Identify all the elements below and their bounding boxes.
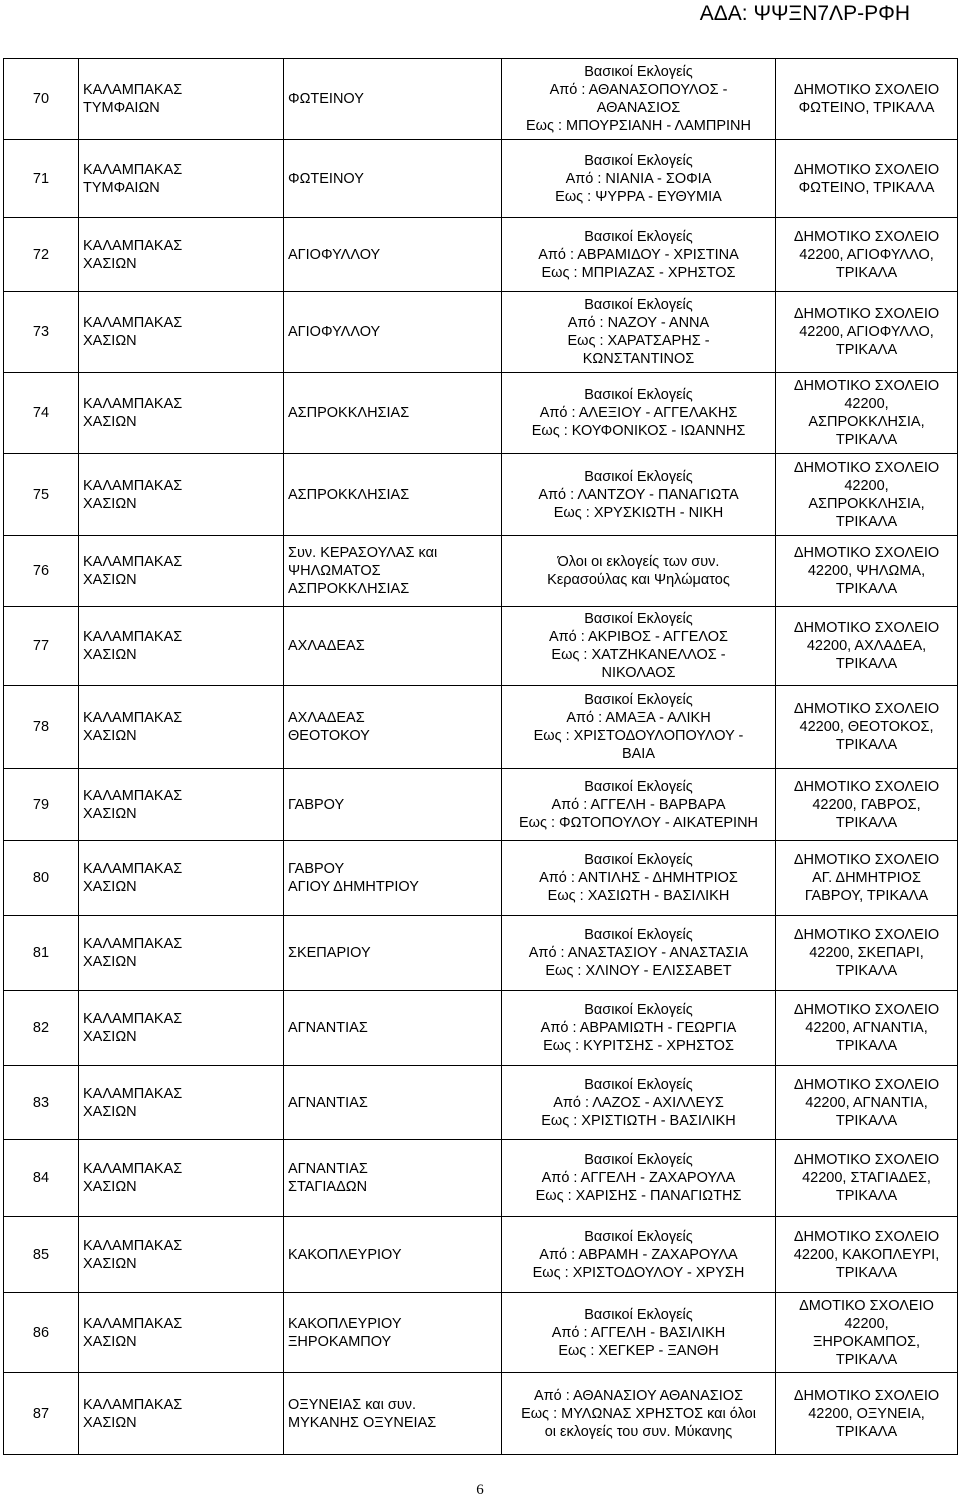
table-row — [4, 1140, 958, 1217]
municipality-cell — [79, 841, 284, 916]
row-number-text: 71 — [32, 170, 50, 187]
voters-cell-text: Βασικοί Εκλογείς Από : ΑΓΓΕΛΗ - ΒΑΡΒΑΡΑ Εως : ΦΩΤΟΠΟΥΛΟΥ - ΑΙΚΑΤΕΡΙΝΗ — [518, 778, 759, 831]
location-cell-text: ΔΜΟΤΙΚΟ ΣΧΟΛΕΙΟ 42200, ΞΗΡΟΚΑΜΠΟΣ, ΤΡΙΚΑΛΑ — [799, 1297, 934, 1368]
municipality-cell — [79, 454, 284, 536]
voters-cell — [502, 140, 776, 218]
row-number-text: 81 — [32, 945, 50, 961]
section-cell — [284, 991, 502, 1066]
municipality-cell — [79, 607, 284, 686]
row-number — [4, 607, 79, 686]
row-number-text: 76 — [32, 563, 50, 579]
row-number — [4, 59, 79, 140]
row-number — [4, 1140, 79, 1217]
municipality-cell-text: ΚΑΛΑΜΠΑΚΑΣ ΧΑΣΙΩΝ — [83, 554, 183, 588]
voters-cell — [502, 1293, 776, 1373]
table-row — [4, 1066, 958, 1140]
section-cell-text: ΑΣΠΡΟΚΚΛΗΣΙΑΣ — [288, 486, 410, 503]
section-cell-text: ΑΧΛΑΔΕΑΣ — [288, 638, 365, 654]
row-number — [4, 1217, 79, 1293]
location-cell — [776, 916, 958, 991]
municipality-cell — [79, 536, 284, 607]
voters-cell-text: Βασικοί Εκλογείς Από : ΝΑΖΟΥ - ΑΝΝΑ Εως : ΧΑΡΑΤΣΑΡΗΣ - ΚΩΝΣΤΑΝΤΙΝΟΣ — [567, 297, 710, 367]
row-number — [4, 373, 79, 454]
location-cell — [776, 1066, 958, 1140]
section-cell-text: ΣΚΕΠΑΡΙΟΥ — [288, 945, 371, 961]
location-cell-text: ΔΗΜΟΤΙΚΟ ΣΧΟΛΕΙΟ 42200, ΑΓΙΟΦΥΛΛΟ, ΤΡΙΚΑΛΑ — [793, 306, 940, 358]
location-cell-text: ΔΗΜΟΤΙΚΟ ΣΧΟΛΕΙΟ ΑΓ. ΔΗΜΗΤΡΙΟΣ ΓΑΒΡΟΥ, ΤΡΙΚΑΛΑ — [793, 852, 940, 904]
row-number-text: 83 — [32, 1094, 50, 1111]
voters-cell-text: Βασικοί Εκλογείς Από : ΑΒΡΑΜΙΩΤΗ - ΓΕΩΡΓΙΑ Εως : ΚΥΡΙΤΣΗΣ - ΧΡΗΣΤΟΣ — [540, 1002, 737, 1054]
row-number-text: 82 — [32, 1020, 50, 1036]
location-cell-text: ΔΗΜΟΤΙΚΟ ΣΧΟΛΕΙΟ 42200, ΑΓΝΑΝΤΙΑ, ΤΡΙΚΑΛΑ — [793, 1076, 940, 1129]
location-cell — [776, 1293, 958, 1373]
row-number — [4, 991, 79, 1066]
location-cell-text: ΔΗΜΟΤΙΚΟ ΣΧΟΛΕΙΟ 42200, ΨΗΛΩΜΑ, ΤΡΙΚΑΛΑ — [793, 545, 940, 597]
voters-cell-text: Βασικοί Εκλογείς Από : ΑΛΕΞΙΟΥ - ΑΓΓΕΛΑΚΗΣ Εως : ΚΟΥΦΟΝΙΚΟΣ - ΙΩΑΝΝΗΣ — [531, 387, 746, 439]
location-cell — [776, 841, 958, 916]
section-cell-text: ΓΑΒΡΟΥ — [288, 796, 345, 813]
section-cell — [284, 769, 502, 841]
table-row — [4, 686, 958, 769]
voters-cell — [502, 1066, 776, 1140]
voters-cell — [502, 769, 776, 841]
location-cell-text: ΔΗΜΟΤΙΚΟ ΣΧΟΛΕΙΟ ΦΩΤΕΙΝΟ, ΤΡΙΚΑΛΑ — [793, 82, 940, 116]
voters-cell-text: Βασικοί Εκλογείς Από : ΑΓΓΕΛΗ - ΒΑΣΙΛΙΚΗ Εως : ΧΕΓΚΕΡ - ΞΑΝΘΗ — [551, 1306, 726, 1359]
municipality-cell-text: ΚΑΛΑΜΠΑΚΑΣ ΧΑΣΙΩΝ — [83, 861, 183, 895]
municipality-cell-text: ΚΑΛΑΜΠΑΚΑΣ ΧΑΣΙΩΝ — [83, 237, 183, 272]
location-cell — [776, 292, 958, 373]
location-cell — [776, 59, 958, 140]
voters-cell-text: Βασικοί Εκλογείς Από : ΑΜΑΞΑ - ΑΛΙΚΗ Εως : ΧΡΙΣΤΟΔΟΥΛΟΠΟΥΛΟΥ - ΒΑΙΑ — [533, 692, 744, 762]
municipality-cell-text: ΚΑΛΑΜΠΑΚΑΣ ΧΑΣΙΩΝ — [83, 396, 183, 430]
voters-cell — [502, 218, 776, 292]
voters-cell-text: Βασικοί Εκλογείς Από : ΛΑΝΤΖΟΥ - ΠΑΝΑΓΙΩΤΑ Εως : ΧΡΥΣΚΙΩΤΗ - ΝΙΚΗ — [538, 468, 739, 521]
location-cell — [776, 454, 958, 536]
municipality-cell — [79, 916, 284, 991]
location-cell — [776, 1373, 958, 1455]
voters-cell-text: Όλοι οι εκλογείς των συν. Κερασούλας και Ψηλώματος — [547, 554, 730, 588]
voters-cell-text: Βασικοί Εκλογείς Από : ΑΓΓΕΛΗ - ΖΑΧΑΡΟΥΛΑ Εως : ΧΑΡΙΣΗΣ - ΠΑΝΑΓΙΩΤΗΣ — [535, 1152, 742, 1204]
section-cell — [284, 1066, 502, 1140]
table-row — [4, 373, 958, 454]
voters-cell — [502, 373, 776, 454]
table-row — [4, 140, 958, 218]
section-cell-text: ΦΩΤΕΙΝΟΥ — [288, 91, 364, 107]
page-number: 6 — [476, 1482, 484, 1498]
voters-cell-text: Βασικοί Εκλογείς Από : ΑΝΤΙΛΗΣ - ΔΗΜΗΤΡΙΟΣ Εως : ΧΑΣΙΩΤΗ - ΒΑΣΙΛΙΚΗ — [539, 852, 738, 904]
row-number — [4, 686, 79, 769]
table-row — [4, 1373, 958, 1455]
voters-cell — [502, 607, 776, 686]
location-cell — [776, 536, 958, 607]
location-cell-text: ΔΗΜΟΤΙΚΟ ΣΧΟΛΕΙΟ 42200, ΟΞΥΝΕΙΑ, ΤΡΙΚΑΛΑ — [793, 1387, 940, 1440]
location-cell — [776, 686, 958, 769]
section-cell-text: ΟΞΥΝΕΙΑΣ και συν. ΜΥΚΑΝΗΣ ΟΞΥΝΕΙΑΣ — [288, 1396, 437, 1431]
row-number — [4, 536, 79, 607]
voters-cell — [502, 916, 776, 991]
voters-cell-text: Βασικοί Εκλογείς Από : ΛΑΖΟΣ - ΑΧΙΛΛΕΥΣ Εως : ΧΡΙΣΤΙΩΤΗ - ΒΑΣΙΛΙΚΗ — [541, 1076, 736, 1129]
row-number-text: 85 — [32, 1246, 50, 1263]
municipality-cell-text: ΚΑΛΑΜΠΑΚΑΣ ΤΥΜΦΑΙΩΝ — [83, 161, 183, 196]
section-cell — [284, 1293, 502, 1373]
voters-cell — [502, 536, 776, 607]
row-number-text: 77 — [32, 638, 50, 654]
row-number — [4, 140, 79, 218]
table-row — [4, 292, 958, 373]
table-body — [4, 59, 958, 1455]
section-cell — [284, 140, 502, 218]
section-cell — [284, 1140, 502, 1217]
row-number-text: 86 — [32, 1324, 50, 1341]
municipality-cell — [79, 373, 284, 454]
row-number-text: 79 — [32, 796, 50, 813]
section-cell-text: ΑΓΝΑΝΤΙΑΣ — [288, 1020, 368, 1036]
municipality-cell — [79, 769, 284, 841]
voters-cell-text: Από : ΑΘΑΝΑΣΙΟΥ ΑΘΑΝΑΣΙΟΣ Εως : ΜΥΛΩΝΑΣ ΧΡΗΣΤΟΣ και όλοι οι εκλογείς του συν. Μύκανης — [521, 1387, 756, 1440]
section-cell-text: ΑΧΛΑΔΕΑΣ ΘΕΟΤΟΚΟΥ — [288, 710, 370, 744]
row-number — [4, 1066, 79, 1140]
municipality-cell-text: ΚΑΛΑΜΠΑΚΑΣ ΧΑΣΙΩΝ — [83, 1085, 183, 1120]
municipality-cell-text: ΚΑΛΑΜΠΑΚΑΣ ΧΑΣΙΩΝ — [83, 1315, 183, 1350]
municipality-cell — [79, 991, 284, 1066]
municipality-cell — [79, 1140, 284, 1217]
location-cell — [776, 1140, 958, 1217]
voters-cell — [502, 991, 776, 1066]
table-row — [4, 218, 958, 292]
voters-cell-text: Βασικοί Εκλογείς Από : ΑΚΡΙΒΟΣ - ΑΓΓΕΛΟΣ Εως : ΧΑΤΖΗΚΑΝΕΛΛΟΣ - ΝΙΚΟΛΑΟΣ — [548, 611, 728, 681]
section-cell — [284, 1373, 502, 1455]
municipality-cell — [79, 218, 284, 292]
location-cell-text: ΔΗΜΟΤΙΚΟ ΣΧΟΛΕΙΟ 42200, ΓΑΒΡΟΣ, ΤΡΙΚΑΛΑ — [793, 778, 940, 831]
voters-cell — [502, 1217, 776, 1293]
municipality-cell — [79, 292, 284, 373]
section-cell-text: ΑΓΙΟΦΥΛΛΟΥ — [288, 324, 381, 340]
location-cell-text: ΔΗΜΟΤΙΚΟ ΣΧΟΛΕΙΟ 42200, ΣΚΕΠΑΡΙ, ΤΡΙΚΑΛΑ — [793, 927, 940, 979]
location-cell — [776, 769, 958, 841]
section-cell-text: ΚΑΚΟΠΛΕΥΡΙΟΥ ΞΗΡΟΚΑΜΠΟΥ — [288, 1315, 402, 1350]
section-cell-text: ΓΑΒΡΟΥ ΑΓΙΟΥ ΔΗΜΗΤΡΙΟΥ — [288, 861, 419, 895]
location-cell — [776, 607, 958, 686]
section-cell-text: ΚΑΚΟΠΛΕΥΡΙΟΥ — [288, 1246, 402, 1263]
row-number — [4, 454, 79, 536]
table-row — [4, 607, 958, 686]
table-row — [4, 1217, 958, 1293]
municipality-cell-text: ΚΑΛΑΜΠΑΚΑΣ ΧΑΣΙΩΝ — [83, 1237, 183, 1272]
voters-cell-text: Βασικοί Εκλογείς Από : ΑΒΡΑΜΗ - ΖΑΧΑΡΟΥΛΑ Εως : ΧΡΙΣΤΟΔΟΥΛΟΥ - ΧΡΥΣΗ — [532, 1228, 745, 1281]
location-cell — [776, 373, 958, 454]
row-number-text: 74 — [32, 405, 50, 421]
voters-cell — [502, 292, 776, 373]
location-cell — [776, 991, 958, 1066]
table-row — [4, 769, 958, 841]
municipality-cell — [79, 140, 284, 218]
municipality-cell — [79, 686, 284, 769]
row-number — [4, 916, 79, 991]
municipality-cell-text: ΚΑΛΑΜΠΑΚΑΣ ΧΑΣΙΩΝ — [83, 710, 183, 744]
row-number-text: 70 — [32, 91, 50, 107]
location-cell-text: ΔΗΜΟΤΙΚΟ ΣΧΟΛΕΙΟ 42200, ΑΓΙΟΦΥΛΛΟ, ΤΡΙΚΑΛΑ — [793, 228, 940, 281]
location-cell-text: ΔΗΜΟΤΙΚΟ ΣΧΟΛΕΙΟ 42200, ΑΧΛΑΔΕΑ, ΤΡΙΚΑΛΑ — [793, 620, 940, 672]
row-number-text: 80 — [32, 870, 50, 886]
municipality-cell — [79, 1217, 284, 1293]
table-row — [4, 916, 958, 991]
section-cell-text: ΑΓΝΑΝΤΙΑΣ ΣΤΑΓΙΑΔΩΝ — [288, 1161, 368, 1195]
row-number — [4, 218, 79, 292]
section-cell-text: ΑΓΙΟΦΥΛΛΟΥ — [288, 246, 381, 263]
row-number — [4, 1293, 79, 1373]
municipality-cell-text: ΚΑΛΑΜΠΑΚΑΣ ΧΑΣΙΩΝ — [83, 477, 183, 512]
location-cell-text: ΔΗΜΟΤΙΚΟ ΣΧΟΛΕΙΟ ΦΩΤΕΙΝΟ, ΤΡΙΚΑΛΑ — [793, 161, 940, 196]
row-number-text: 75 — [32, 486, 50, 503]
municipality-cell-text: ΚΑΛΑΜΠΑΚΑΣ ΧΑΣΙΩΝ — [83, 1396, 183, 1431]
ada-header: ΑΔΑ: ΨΨΞΝ7ΛΡ-ΡΦΗ — [699, 2, 910, 25]
municipality-cell — [79, 59, 284, 140]
section-cell — [284, 373, 502, 454]
table-row — [4, 1293, 958, 1373]
section-cell — [284, 536, 502, 607]
voters-cell — [502, 1140, 776, 1217]
table-row — [4, 536, 958, 607]
voters-cell — [502, 1373, 776, 1455]
location-cell — [776, 140, 958, 218]
section-cell-text: ΦΩΤΕΙΝΟΥ — [288, 170, 364, 187]
section-cell — [284, 59, 502, 140]
row-number — [4, 1373, 79, 1455]
row-number-text: 72 — [32, 246, 50, 263]
table-row — [4, 59, 958, 140]
municipality-cell-text: ΚΑΛΑΜΠΑΚΑΣ ΧΑΣΙΩΝ — [83, 936, 183, 970]
row-number-text: 84 — [32, 1170, 50, 1186]
municipality-cell — [79, 1373, 284, 1455]
municipality-cell — [79, 1293, 284, 1373]
municipality-cell-text: ΚΑΛΑΜΠΑΚΑΣ ΤΥΜΦΑΙΩΝ — [83, 82, 183, 116]
row-number-text: 87 — [32, 1405, 50, 1422]
voters-cell-text: Βασικοί Εκλογείς Από : ΑΘΑΝΑΣΟΠΟΥΛΟΣ - ΑΘΑΝΑΣΙΟΣ Εως : ΜΠΟΥΡΣΙΑΝΗ - ΛΑΜΠΡΙΝΗ — [525, 64, 751, 134]
row-number-text: 73 — [32, 324, 50, 340]
voters-cell-text: Βασικοί Εκλογείς Από : ΝΙΑΝΙΑ - ΣΟΦΙΑ Εως : ΨΥΡΡΑ - ΕΥΘΥΜΙΑ — [555, 152, 722, 205]
polling-stations-table — [3, 58, 958, 1455]
section-cell — [284, 1217, 502, 1293]
municipality-cell-text: ΚΑΛΑΜΠΑΚΑΣ ΧΑΣΙΩΝ — [83, 315, 183, 349]
municipality-cell — [79, 1066, 284, 1140]
location-cell — [776, 1217, 958, 1293]
location-cell — [776, 218, 958, 292]
row-number — [4, 841, 79, 916]
table-row — [4, 991, 958, 1066]
location-cell-text: ΔΗΜΟΤΙΚΟ ΣΧΟΛΕΙΟ 42200, ΑΣΠΡΟΚΚΛΗΣΙΑ, ΤΡΙΚΑΛΑ — [793, 378, 940, 448]
row-number — [4, 292, 79, 373]
section-cell — [284, 686, 502, 769]
location-cell-text: ΔΗΜΟΤΙΚΟ ΣΧΟΛΕΙΟ 42200, ΚΑΚΟΠΛΕΥΡΙ, ΤΡΙΚΑΛΑ — [793, 1228, 940, 1281]
section-cell — [284, 841, 502, 916]
voters-cell — [502, 841, 776, 916]
municipality-cell-text: ΚΑΛΑΜΠΑΚΑΣ ΧΑΣΙΩΝ — [83, 1161, 183, 1195]
section-cell-text: ΑΣΠΡΟΚΚΛΗΣΙΑΣ — [288, 405, 410, 421]
voters-cell-text: Βασικοί Εκλογείς Από : ΑΒΡΑΜΙΔΟΥ - ΧΡΙΣΤΙΝΑ Εως : ΜΠΡΙΑΖΑΣ - ΧΡΗΣΤΟΣ — [538, 228, 739, 281]
voters-cell — [502, 454, 776, 536]
section-cell — [284, 218, 502, 292]
row-number-text: 78 — [32, 719, 50, 735]
section-cell-text: Συν. ΚΕΡΑΣΟΥΛΑΣ και ΨΗΛΩΜΑΤΟΣ ΑΣΠΡΟΚΚΛΗΣΙΑΣ — [288, 545, 438, 597]
voters-cell — [502, 686, 776, 769]
section-cell-text: ΑΓΝΑΝΤΙΑΣ — [288, 1094, 368, 1111]
section-cell — [284, 292, 502, 373]
table-row — [4, 454, 958, 536]
location-cell-text: ΔΗΜΟΤΙΚΟ ΣΧΟΛΕΙΟ 42200, ΑΣΠΡΟΚΚΛΗΣΙΑ, ΤΡΙΚΑΛΑ — [793, 459, 940, 530]
location-cell-text: ΔΗΜΟΤΙΚΟ ΣΧΟΛΕΙΟ 42200, ΣΤΑΓΙΑΔΕΣ, ΤΡΙΚΑΛΑ — [793, 1152, 940, 1204]
row-number — [4, 769, 79, 841]
municipality-cell-text: ΚΑΛΑΜΠΑΚΑΣ ΧΑΣΙΩΝ — [83, 629, 183, 663]
section-cell — [284, 454, 502, 536]
voters-cell-text: Βασικοί Εκλογείς Από : ΑΝΑΣΤΑΣΙΟΥ - ΑΝΑΣΤΑΣΙΑ Εως : ΧΛΙΝΟΥ - ΕΛΙΣΣΑΒΕΤ — [528, 927, 749, 979]
table-row — [4, 841, 958, 916]
municipality-cell-text: ΚΑΛΑΜΠΑΚΑΣ ΧΑΣΙΩΝ — [83, 1011, 183, 1045]
municipality-cell-text: ΚΑΛΑΜΠΑΚΑΣ ΧΑΣΙΩΝ — [83, 787, 183, 822]
location-cell-text: ΔΗΜΟΤΙΚΟ ΣΧΟΛΕΙΟ 42200, ΘΕΟΤΟΚΟΣ, ΤΡΙΚΑΛΑ — [793, 701, 940, 753]
voters-cell — [502, 59, 776, 140]
section-cell — [284, 607, 502, 686]
section-cell — [284, 916, 502, 991]
location-cell-text: ΔΗΜΟΤΙΚΟ ΣΧΟΛΕΙΟ 42200, ΑΓΝΑΝΤΙΑ, ΤΡΙΚΑΛΑ — [793, 1002, 940, 1054]
